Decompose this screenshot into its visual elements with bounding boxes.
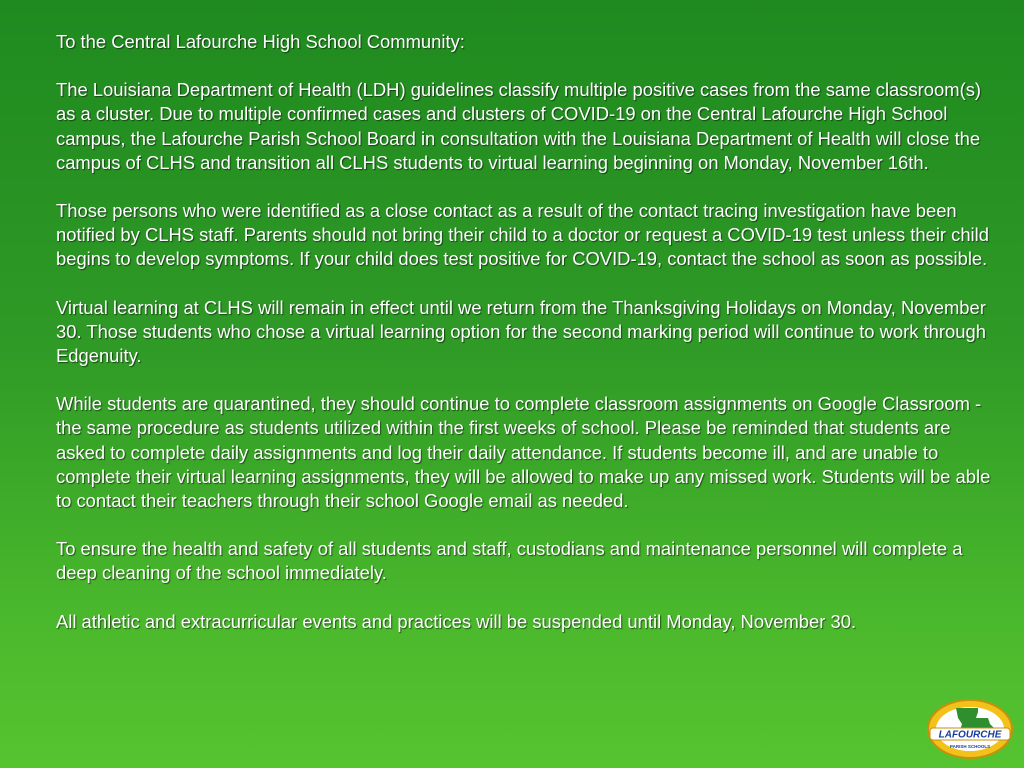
paragraph-virtual-learning: Virtual learning at CLHS will remain in effect until we return from the Thanksgiving Holidays on Monday, November 30. Those students who chose a virtual learning option for the second marking period will continue to work through Edgenuity. bbox=[56, 296, 986, 367]
lafourche-logo-graphic bbox=[926, 698, 1014, 760]
paragraph-close-contact: Those persons who were identified as a close contact as a result of the contact tracing investigation have been notified by CLHS staff. Parents should not bring their child to a doctor or request a COVID-19 test unless their child begins to develop symptoms. If your child does test positive for COVID-19, contact the school as soon as possible. bbox=[56, 200, 989, 270]
paragraph-deep-cleaning: To ensure the health and safety of all students and staff, custodians and maintenance personnel will complete a deep cleaning of the school immediately. bbox=[56, 538, 963, 584]
paragraph-quarantine-assignments: While students are quarantined, they should continue to complete classroom assignments on Google Classroom - the same procedure as students utilized within the first weeks of school. Please be reminded that students are asked to complete daily assignments and log their daily attendance. If students become ill, and are unable to complete their virtual learning assignments, they will be allowed to make up any missed work. Students will be able to contact their teachers through their school Google email as needed. bbox=[56, 393, 991, 512]
lafourche-logo bbox=[926, 698, 1014, 760]
logo-subtext: PARISH SCHOOLS bbox=[949, 744, 991, 749]
letter-greeting: To the Central Lafourche High School Community: bbox=[56, 31, 465, 52]
paragraph-athletics-suspended: All athletic and extracurricular events and practices will be suspended until Monday, November 30. bbox=[56, 610, 857, 632]
paragraph-cluster-closure: The Louisiana Department of Health (LDH) guidelines classify multiple positive cases from the same classroom(s) as a cluster. Due to multiple confirmed cases and clusters of COVID-19 on the Central Lafourche High School campus, the Lafourche Parish School Board in consultation with the Louisiana Department of Health will close the campus of CLHS and transition all CLHS students to virtual learning beginning on Monday, November 16th. bbox=[56, 79, 982, 173]
logo-wordmark: LAFOURCHE bbox=[938, 729, 1002, 741]
letter-body bbox=[56, 30, 996, 658]
